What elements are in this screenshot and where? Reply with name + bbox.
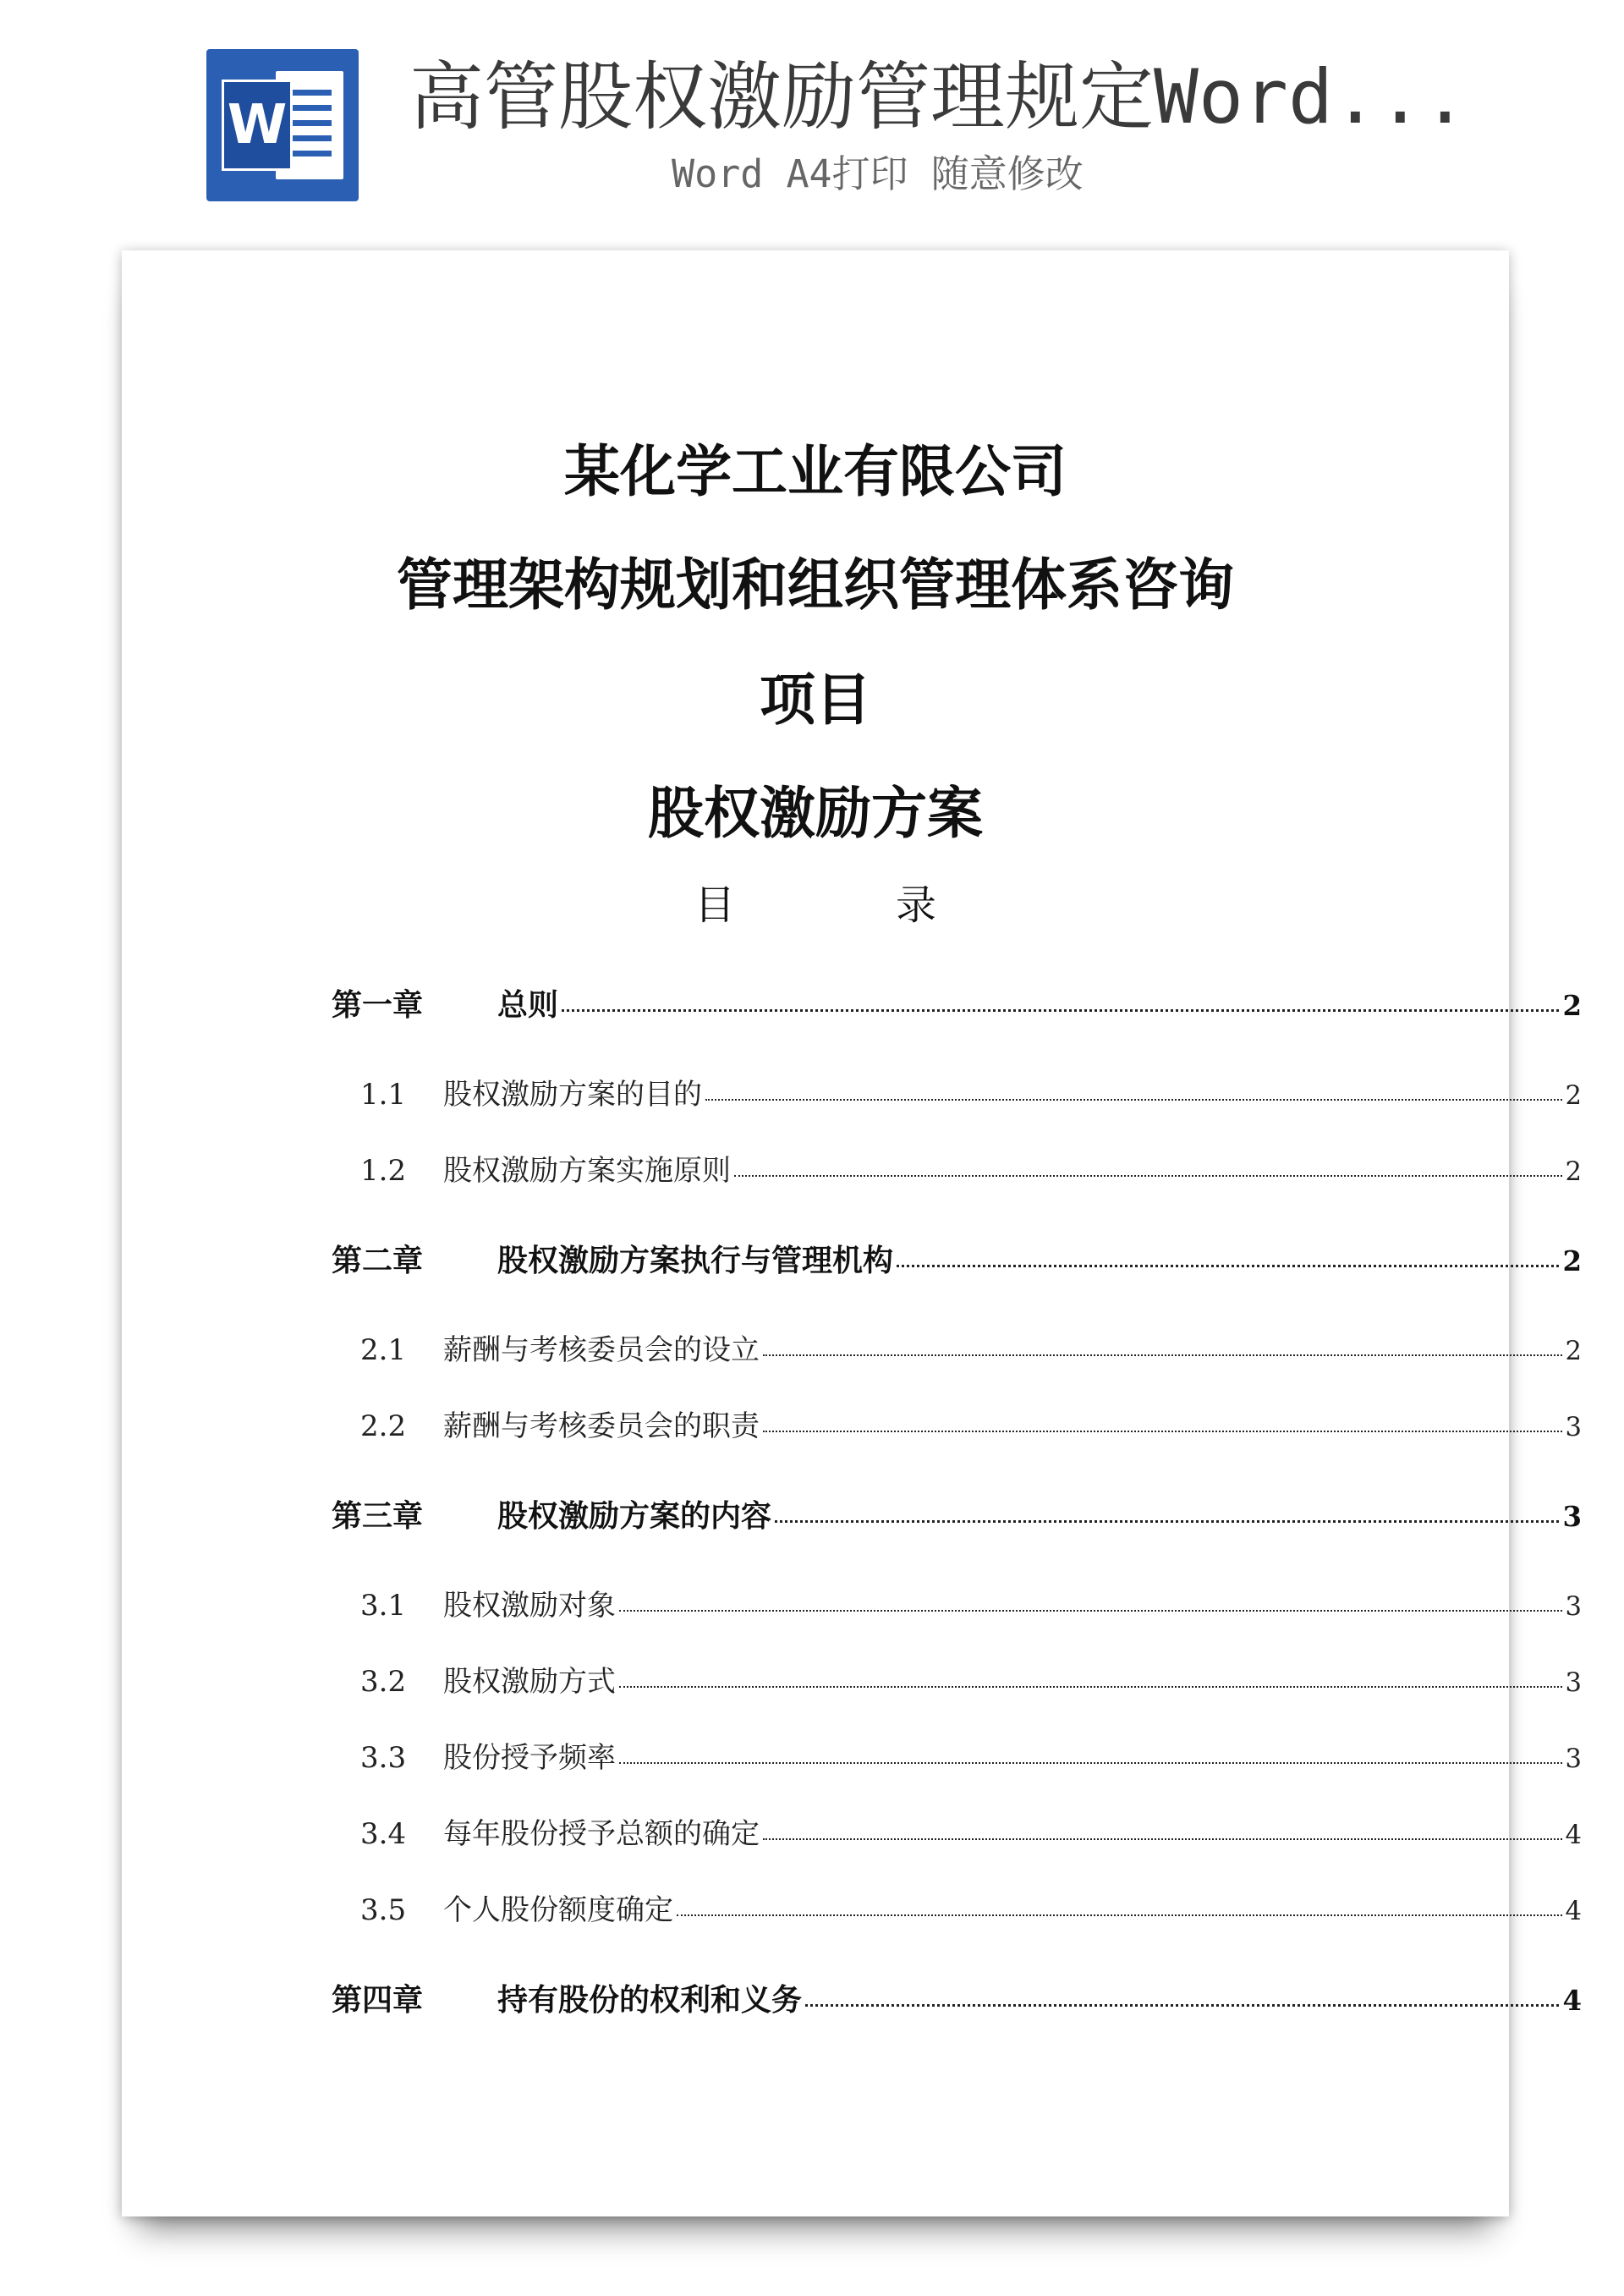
document-title: 高管股权激励管理规定Word... xyxy=(409,53,1468,140)
toc-entry-page: 2 xyxy=(1565,1337,1582,1366)
cover-title-project: 管理架构规划和组织管理体系咨询 xyxy=(397,552,1234,618)
toc-heading: 目录 xyxy=(694,882,1097,929)
toc-dot-leader xyxy=(619,1686,1562,1688)
document-page xyxy=(122,250,1582,2216)
toc-entry[interactable] xyxy=(332,1403,1582,1445)
toc-entry-title: 股权激励方案的内容 xyxy=(497,1498,772,1534)
toc-entry[interactable] xyxy=(332,1492,1582,1535)
toc-dot-leader xyxy=(705,1099,1562,1101)
toc-entry-title: 持有股份的权利和义务 xyxy=(497,1982,803,2018)
toc-entry-number: 第一章 xyxy=(332,987,424,1023)
toc-entry[interactable] xyxy=(332,1147,1582,1189)
toc-dot-leader xyxy=(562,1009,1559,1012)
header xyxy=(0,0,1624,220)
toc-entry-number: 3.3 xyxy=(360,1741,407,1775)
toc-entry[interactable] xyxy=(332,1658,1582,1700)
toc-dot-leader xyxy=(763,1431,1562,1432)
toc-dot-leader xyxy=(763,1838,1562,1840)
toc-entry-title: 薪酬与考核委员会的设立 xyxy=(443,1333,760,1367)
toc-entry[interactable] xyxy=(332,1071,1582,1113)
toc-entry-page: 4 xyxy=(1565,1821,1582,1850)
toc-entry[interactable] xyxy=(332,981,1582,1024)
toc-entry-title: 总则 xyxy=(497,987,559,1023)
toc-entry-title: 股权激励方式 xyxy=(443,1665,616,1699)
toc-entry-title: 股权激励方案执行与管理机构 xyxy=(497,1243,894,1278)
toc-entry-page: 4 xyxy=(1562,1985,1582,2017)
toc-entry[interactable] xyxy=(332,1887,1582,1929)
toc-entry[interactable] xyxy=(332,1734,1582,1777)
toc-entry-number: 第二章 xyxy=(332,1243,424,1278)
toc-entry-page: 2 xyxy=(1565,1157,1582,1187)
toc-entry-title: 个人股份额度确定 xyxy=(443,1893,673,1927)
toc-entry-number: 3.4 xyxy=(360,1817,407,1851)
toc-entry-title: 薪酬与考核委员会的职责 xyxy=(443,1409,760,1443)
word-icon-letter: W xyxy=(222,80,293,171)
toc-entry-page: 4 xyxy=(1565,1897,1582,1926)
toc-entry-number: 2.2 xyxy=(360,1409,407,1443)
toc-entry-number: 3.5 xyxy=(360,1893,407,1927)
toc-entry[interactable] xyxy=(332,1327,1582,1369)
toc-dot-leader xyxy=(763,1354,1562,1356)
toc-dot-leader xyxy=(734,1175,1562,1177)
toc-entry[interactable] xyxy=(332,1237,1582,1279)
toc-dot-leader xyxy=(805,2004,1559,2007)
toc-entry-title: 股权激励方案的目的 xyxy=(443,1078,702,1112)
document-subtitle: Word A4打印 随意修改 xyxy=(672,151,1084,196)
toc-entry-number: 第四章 xyxy=(332,1982,424,2018)
cover-title-project-cont: 项目 xyxy=(760,667,871,733)
toc-entry-title: 股权激励对象 xyxy=(443,1589,616,1623)
toc-entry-page: 2 xyxy=(1562,1245,1582,1277)
toc-dot-leader xyxy=(677,1914,1562,1916)
toc-entry-number: 第三章 xyxy=(332,1498,424,1534)
toc-entry-number: 3.1 xyxy=(360,1589,407,1623)
toc-entry-title: 股份授予频率 xyxy=(443,1741,616,1775)
toc-entry[interactable] xyxy=(332,1810,1582,1853)
toc-entry[interactable] xyxy=(332,1582,1582,1624)
toc-entry-page: 3 xyxy=(1562,1501,1582,1533)
toc-entry-number: 2.1 xyxy=(360,1333,407,1367)
toc-entry-page: 3 xyxy=(1565,1592,1582,1622)
cover-title-company: 某化学工业有限公司 xyxy=(564,439,1067,504)
cover-title-plan: 股权激励方案 xyxy=(648,781,983,846)
toc-entry-page: 3 xyxy=(1565,1413,1582,1442)
toc-entry-page: 2 xyxy=(1562,990,1582,1022)
toc-entry-number: 1.2 xyxy=(360,1154,407,1188)
word-document-icon xyxy=(206,49,359,201)
toc-entry-title: 股权激励方案实施原则 xyxy=(443,1154,731,1188)
toc-entry-number: 1.1 xyxy=(360,1078,407,1112)
toc-entry-page: 3 xyxy=(1565,1668,1582,1698)
toc-dot-leader xyxy=(897,1265,1559,1267)
toc-entry-page: 2 xyxy=(1565,1081,1582,1111)
toc-entry-number: 3.2 xyxy=(360,1665,407,1699)
toc-entry-title: 每年股份授予总额的确定 xyxy=(443,1817,760,1851)
toc-entry-page: 3 xyxy=(1565,1744,1582,1774)
toc-dot-leader xyxy=(619,1610,1562,1612)
toc-dot-leader xyxy=(775,1520,1559,1523)
toc-dot-leader xyxy=(619,1762,1562,1764)
toc-entry[interactable] xyxy=(332,1976,1582,2019)
